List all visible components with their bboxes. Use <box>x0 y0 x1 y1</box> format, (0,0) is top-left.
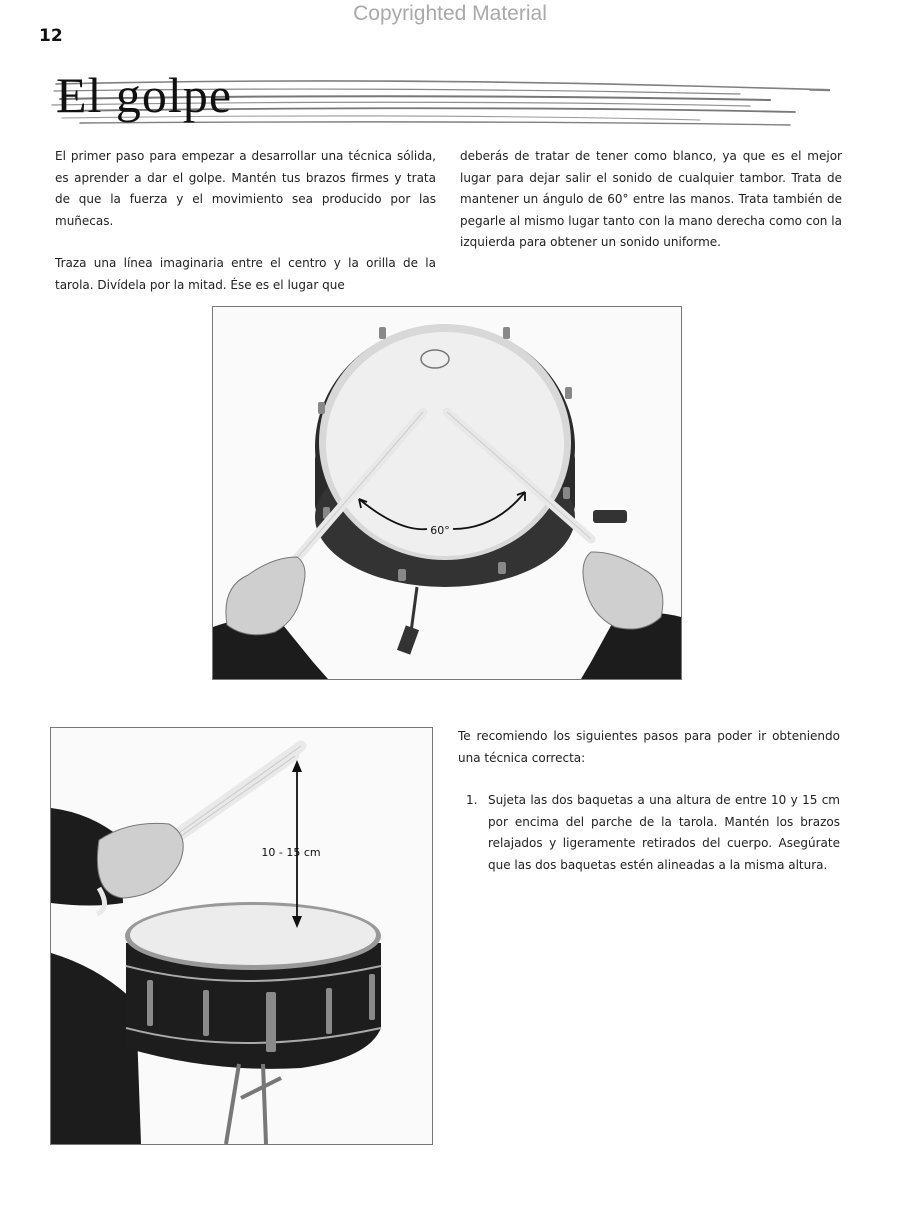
body-paragraph: Traza una línea imaginaria entre el centro y la orilla de la tarola. Divídela por la mitad. Ése es el lugar que <box>55 256 436 292</box>
height-label: 10 - 15 cm <box>261 846 321 859</box>
stroke-angle-photo <box>212 306 682 680</box>
stick-height-photo <box>50 727 433 1145</box>
page-title: El golpe <box>56 67 233 123</box>
body-right-column <box>460 146 842 254</box>
chapter-heading <box>50 60 830 132</box>
body-left-column <box>55 146 436 296</box>
step-number: 1. <box>466 793 478 807</box>
drum-head <box>130 905 376 965</box>
page-number: 12 <box>39 26 63 46</box>
body-paragraph: deberás de tratar de tener como blanco, ya que es el mejor lugar para dejar salir el sonido de cualquier tambor. Trata de mantener un ángulo de 60° entre las manos. Trata también de pegarle al mismo lugar tanto con la mano derecha como con la izquierda para obtener un sonido uniforme. <box>460 149 842 249</box>
steps-list <box>466 790 840 876</box>
steps-intro: Te recomiendo los siguientes pasos para poder ir obteniendo una técnica correcta: <box>458 729 840 765</box>
angle-label: 60° <box>430 524 450 537</box>
list-item <box>466 790 840 876</box>
body-paragraph: El primer paso para empezar a desarrollar una técnica sólida, es aprender a dar el golpe. Mantén tus brazos firmes y trata de que la fuerza y el movimiento sea producido por las muñecas. <box>55 149 436 228</box>
step-text: Sujeta las dos baquetas a una altura de entre 10 y 15 cm por encima del parche de la tarola. Mantén los brazos relajados y ligeramente retirados del cuerpo. Asegúrate que las dos baquetas estén alineadas a la misma altura. <box>488 793 840 872</box>
copyright-watermark: Copyrighted Material <box>353 2 547 25</box>
